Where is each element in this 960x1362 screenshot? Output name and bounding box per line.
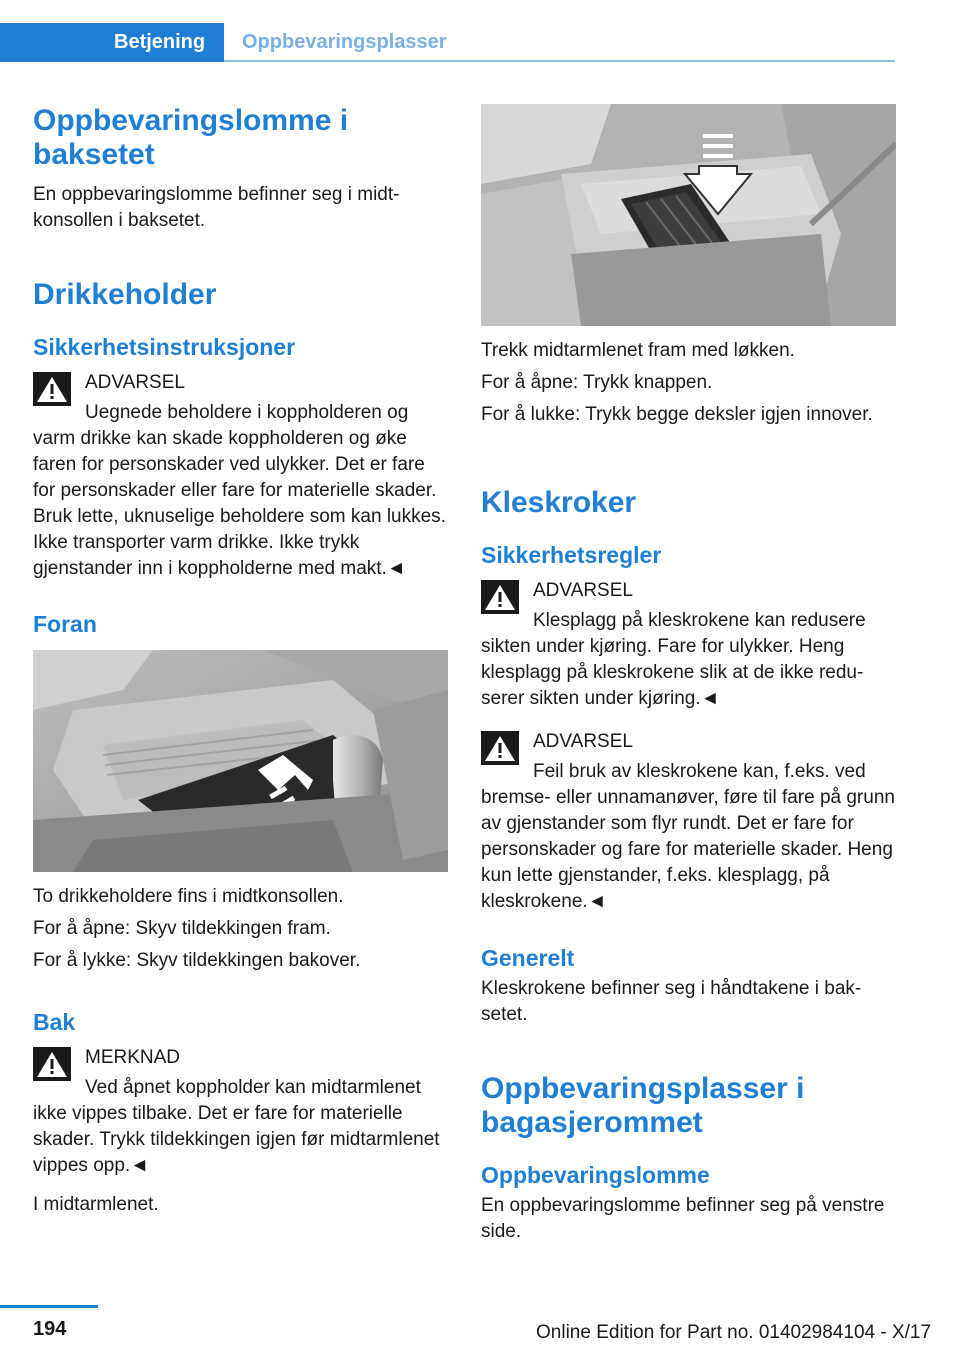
page-number: 194: [33, 1318, 67, 1340]
text-armrest-2: For å åpne: Trykk knappen.: [481, 372, 713, 393]
warning-text: Uegnede beholdere i koppholderen og varm drikke kan skade koppholderen og øke faren for personskader ved ulykker. Det er fare for personskader eller fare for materielle skader. Bruk lette, uknuselige beholdere som kan lukkes. Ikke transporter varm drikke. Ikke trykk gjenstander inn i koppholderne med makt.◄: [33, 402, 446, 579]
footer-divider: [0, 1305, 98, 1308]
warning-title: ADVARSEL: [533, 731, 633, 752]
heading-front: Foran: [33, 611, 97, 637]
text-trunk-pocket: En oppbevaringslomme befinner seg på venstre side.: [481, 1195, 885, 1242]
edition-label: Online Edition for Part no. 01402984104 - X/17: [536, 1322, 932, 1343]
text-general: Kleskrokene befinner seg i håndtakene i baksetet.: [481, 978, 862, 1025]
heading-general: Generelt: [481, 945, 575, 971]
heading-safety-instructions: Sikkerhetsinstruksjoner: [33, 334, 296, 360]
text-armrest-3: For å lukke: Trykk begge deksler igjen innover.: [481, 404, 873, 425]
warning-text: Feil bruk av kleskrokene kan, f.eks. ved bremse- eller unnamanøver, føre til fare på grunn av gjenstander som flyr rundt. Det er fare for personskader og fare for materielle skader. Heng kun lette gjenstander, f.eks. klesplagg, på kleskrokene.◄: [481, 761, 895, 912]
heading-coat-hooks: Kleskroker: [481, 486, 637, 519]
text-pocket-rear-seat: En oppbevaringslomme befinner seg i midtkonsollen i baksetet.: [33, 184, 400, 231]
tab-oppbevaringsplasser-label[interactable]: Oppbevaringsplasser: [242, 31, 447, 53]
heading-rear: Bak: [33, 1009, 76, 1035]
warning-text: Klesplagg på kleskrokene kan redusere sikten under kjøring. Fare for ulykker. Heng klesplagg på kleskrokene slik at de ikke reduserer sikten under kjøring.◄: [481, 610, 866, 709]
text-armrest-1: Trekk midtarmlenet fram med løkken.: [481, 340, 795, 361]
image-rear-armrest: [481, 104, 896, 326]
header-divider: [224, 60, 895, 62]
heading-cupholder: Drikkeholder: [33, 278, 217, 311]
image-front-cupholder: [33, 650, 448, 872]
note-title: MERKNAD: [85, 1047, 181, 1068]
warning-title: ADVARSEL: [533, 580, 633, 601]
tab-betjening-label[interactable]: Betjening: [114, 31, 206, 53]
heading-pocket-rear-seat: Oppbevaringslomme i baksetet: [33, 104, 349, 171]
heading-trunk-pocket: Oppbevaringslomme: [481, 1162, 710, 1188]
warning-title: ADVARSEL: [85, 372, 185, 393]
text-front-2: For å åpne: Skyv tildekkingen fram.: [33, 918, 331, 939]
text-rear: I midtarmlenet.: [33, 1194, 159, 1215]
note-text: Ved åpnet koppholder kan midtarmlenet ikke vippes tilbake. Det er fare for materielle skader. Trykk tildekkingen igjen før midtarmlenet vippes opp.◄: [33, 1077, 440, 1176]
heading-trunk-storage: Oppbevaringsplasser i bagasjerommet: [481, 1072, 805, 1139]
text-front-1: To drikkeholdere fins i midtkonsollen.: [33, 886, 344, 907]
heading-safety-rules: Sikkerhetsregler: [481, 542, 662, 568]
text-front-3: For å lykke: Skyv tildekkingen bakover.: [33, 950, 361, 971]
header-tab-bar: [0, 0, 960, 62]
